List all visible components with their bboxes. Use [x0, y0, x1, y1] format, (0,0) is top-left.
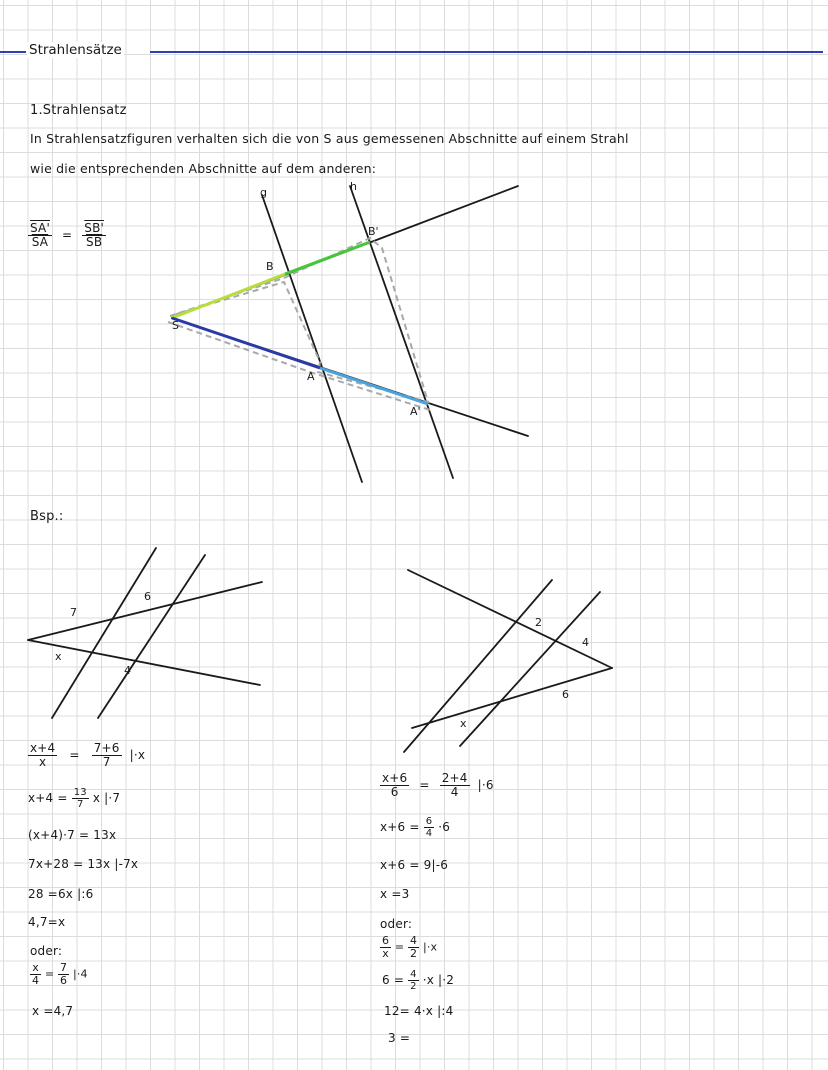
ex1-a1-left-den: 4 [32, 974, 40, 988]
label-S: S [172, 319, 179, 332]
ex1-a1-eq: = [44, 967, 55, 981]
ex2-a1-right-num: 4 [410, 934, 418, 947]
ex2-l1-right-num: 2+4 [441, 771, 468, 785]
label-h: h [350, 180, 357, 193]
ex1-a1-right-den: 6 [60, 974, 68, 988]
ex2-a1-left-num: 6 [382, 934, 390, 947]
ex2-l2-rest: ·6 [438, 820, 451, 834]
ex1-label-6: 6 [144, 590, 151, 603]
ex2-l1-left-den: 6 [390, 785, 399, 800]
ex2-alt1 [380, 935, 437, 960]
ex1-l1-right-num: 7+6 [93, 741, 120, 755]
ex1-l2-rest: x |·7 [92, 791, 121, 805]
ex2-label-6: 6 [562, 688, 569, 701]
ex2-oder: oder: [380, 917, 413, 931]
ex1-label-x: x [55, 650, 62, 663]
ex1-line2 [28, 787, 120, 810]
label-A-prime: A' [410, 405, 421, 418]
ex2-a1-left-den: x [382, 947, 389, 961]
ex1-a1-op: |·4 [72, 967, 88, 981]
ex1-line3: (x+4)·7 = 13x [28, 828, 117, 842]
ex1-label-4: 4 [124, 664, 131, 677]
ex1-line5: 28 =6x |:6 [28, 887, 94, 901]
ex2-alt3: 12= 4·x |:4 [384, 1004, 454, 1018]
ex2-l1-eq: = [419, 778, 430, 793]
label-g: g [260, 186, 267, 199]
ex2-l2-frac-num: 6 [425, 816, 433, 827]
ex2-a1-op: |·x [422, 940, 438, 954]
ex2-l1-op: |·6 [477, 778, 494, 793]
label-B-prime: B' [368, 225, 379, 238]
theorem-text-line2: wie die entsprechenden Abschnitte auf dem anderen: [30, 161, 377, 176]
ex1-line6: 4,7=x [28, 915, 66, 929]
ex2-a1-right-den: 2 [410, 947, 418, 961]
ex1-l1-right-den: 7 [102, 755, 111, 770]
ex1-a1-left-num: x [32, 961, 39, 974]
formula-left-num: SA' [30, 221, 50, 235]
example-heading: Bsp.: [30, 509, 64, 524]
ex1-l2-frac-num: 13 [73, 787, 87, 798]
ex1-label-7: 7 [70, 606, 77, 619]
page-title: Strahlensätze [29, 42, 122, 58]
ex2-l1-right-den: 4 [450, 785, 459, 800]
section-heading: 1.Strahlensatz [30, 103, 127, 118]
ex2-l2-frac-den: 4 [425, 828, 433, 839]
ex1-l2-lhs: x+4 = [28, 791, 68, 805]
ex2-a2-lhs: 6 = [382, 973, 405, 987]
formula-right-num: SB' [84, 221, 104, 235]
ex2-line1 [380, 772, 494, 799]
ex2-alt4: 3 = [388, 1031, 411, 1045]
ex2-a2-rest: ·x |·2 [422, 973, 455, 987]
formula-eq: = [61, 228, 73, 243]
ex1-line4: 7x+28 = 13x |-7x [28, 857, 139, 871]
ex1-oder: oder: [30, 944, 63, 958]
label-B: B [266, 260, 274, 273]
ex2-l1-left-num: x+6 [382, 771, 408, 785]
ex2-label-x: x [460, 717, 467, 730]
ex1-a1-right-num: 7 [60, 961, 68, 974]
ex1-l1-left-den: x [39, 755, 47, 770]
ex1-l1-eq: = [69, 748, 80, 763]
ex2-line4: x =3 [380, 887, 410, 901]
ex2-a1-eq: = [394, 940, 405, 954]
ex2-a2-frac-num: 4 [410, 969, 417, 980]
ex2-alt2 [382, 969, 454, 992]
ex1-l1-left-num: x+4 [30, 741, 56, 755]
ex2-label-4: 4 [582, 636, 589, 649]
ex1-alt1 [30, 962, 88, 987]
ex2-label-2: 2 [535, 616, 542, 629]
ex2-a2-frac-den: 2 [410, 981, 417, 992]
formula-right-den: SB [86, 235, 103, 250]
ex2-line3: x+6 = 9|-6 [380, 858, 449, 872]
ex1-alt2: x =4,7 [32, 1004, 74, 1018]
label-A: A [307, 370, 315, 383]
ex1-line1 [28, 742, 145, 769]
theorem-text-line1: In Strahlensatzfiguren verhalten sich die von S aus gemessenen Abschnitte auf einem Strahl [30, 131, 629, 146]
ex2-l2-lhs: x+6 = [380, 820, 420, 834]
formula-left-den: SA [31, 235, 49, 250]
ex1-l1-op: |·x [129, 748, 146, 763]
ex2-line2 [380, 816, 450, 839]
ex1-l2-frac-den: 7 [76, 799, 84, 810]
